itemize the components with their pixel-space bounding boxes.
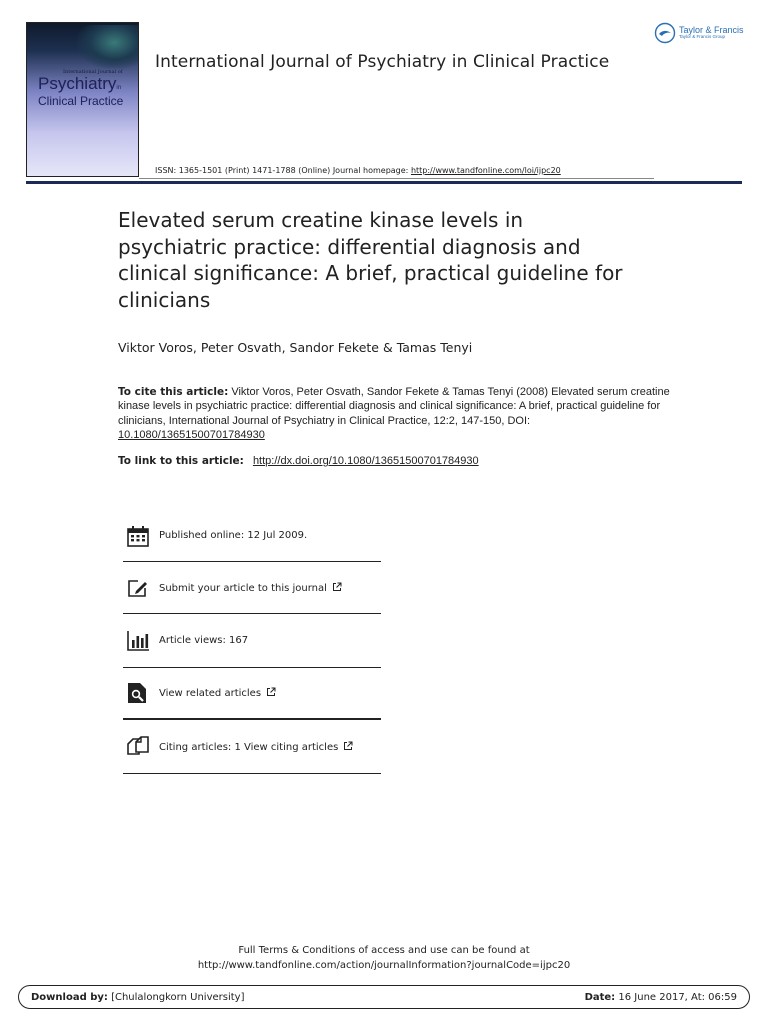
citation-text: Viktor Voros, Peter Osvath, Sandor Fekete & Tamas Tenyi (2008) Elevated serum creatine kinase levels in psychiatric practice: differential diagnosis and clinical significance: A brief, practical guideline for clinicians, International Journal of Psychiatry in Clinical Practice, 12:2, 147-150, DOI: <box>118 386 670 427</box>
publisher-logo-icon <box>654 22 676 44</box>
search-document-icon <box>126 681 150 705</box>
cover-title-main: Psychiatry <box>38 74 117 93</box>
submit-article-link[interactable] <box>159 582 342 594</box>
date-label: Date: <box>584 991 616 1003</box>
date-value: 16 June 2017, At: 06:59 <box>618 991 737 1003</box>
bar-chart-icon <box>126 629 150 653</box>
publisher-logo <box>654 22 744 44</box>
article-title <box>118 207 678 313</box>
download-info-bar <box>18 985 750 1009</box>
article-title-line: Elevated serum creatine kinase levels in <box>118 208 524 232</box>
download-institution: [Chulalongkorn University] <box>111 991 245 1003</box>
citing-articles-text: Citing articles: 1 View citing articles <box>159 741 339 753</box>
journal-title: International Journal of Psychiatry in Clinical Practice <box>155 52 610 72</box>
terms-url[interactable]: http://www.tandfonline.com/action/journalInformation?journalCode=ijpc20 <box>197 960 571 971</box>
article-views-text: Article views: 167 <box>159 635 249 646</box>
terms-text: Full Terms & Conditions of access and use can be found at <box>238 945 530 956</box>
external-link-icon <box>343 741 353 751</box>
header-divider-thin <box>139 178 654 179</box>
cover-small-text: International Journal of <box>63 69 123 75</box>
header-divider <box>26 181 742 184</box>
citing-articles-link[interactable] <box>159 741 353 753</box>
article-title-line: psychiatric practice: differential diagnosis and <box>118 234 581 259</box>
article-title-line: clinical significance: A brief, practical guideline for <box>118 261 623 285</box>
journal-homepage-link[interactable]: http://www.tandfonline.com/loi/ijpc20 <box>410 166 561 175</box>
doi-link[interactable]: 10.1080/13651500701784930 <box>118 429 265 442</box>
download-label: Download by: <box>31 991 108 1003</box>
citation-block <box>118 385 678 443</box>
cover-artwork <box>77 25 139 69</box>
cover-title-in: in <box>116 85 122 91</box>
journal-cover-image <box>26 22 139 177</box>
published-online-text: Published online: 12 Jul 2009. <box>159 530 308 541</box>
submit-article-text: Submit your article to this journal <box>159 582 327 594</box>
publisher-name: Taylor & Francis <box>679 25 744 36</box>
article-meta-list <box>123 510 381 774</box>
external-link-icon <box>266 687 276 697</box>
published-online-row <box>123 510 381 562</box>
citing-articles-row[interactable] <box>123 720 381 774</box>
article-title-line: clinicians <box>118 287 211 312</box>
submit-article-row[interactable] <box>123 562 381 614</box>
related-articles-text: View related articles <box>159 688 262 699</box>
article-link-label: To link to this article: <box>118 455 244 467</box>
article-views-row <box>123 614 381 668</box>
citation-label: To cite this article: <box>118 386 229 398</box>
terms-notice <box>0 943 768 973</box>
article-url-link[interactable]: http://dx.doi.org/10.1080/13651500701784930 <box>252 455 479 467</box>
publisher-group: Taylor & Francis Group <box>679 34 726 40</box>
related-articles-row[interactable] <box>123 668 381 720</box>
related-articles-link[interactable] <box>159 687 276 699</box>
article-link-block <box>118 455 479 467</box>
cover-subtitle: Clinical Practice <box>38 94 124 108</box>
cover-title <box>38 74 121 94</box>
calendar-icon <box>126 524 150 548</box>
edit-icon <box>126 576 150 600</box>
issn-text: ISSN: 1365-1501 (Print) 1471-1788 (Online) Journal homepage: <box>155 166 409 175</box>
issn-line <box>155 166 561 175</box>
external-link-icon <box>332 582 342 592</box>
download-by <box>31 992 244 1003</box>
article-authors: Viktor Voros, Peter Osvath, Sandor Fekete & Tamas Tenyi <box>118 340 473 355</box>
download-date <box>585 992 737 1003</box>
citing-documents-icon <box>126 735 150 759</box>
